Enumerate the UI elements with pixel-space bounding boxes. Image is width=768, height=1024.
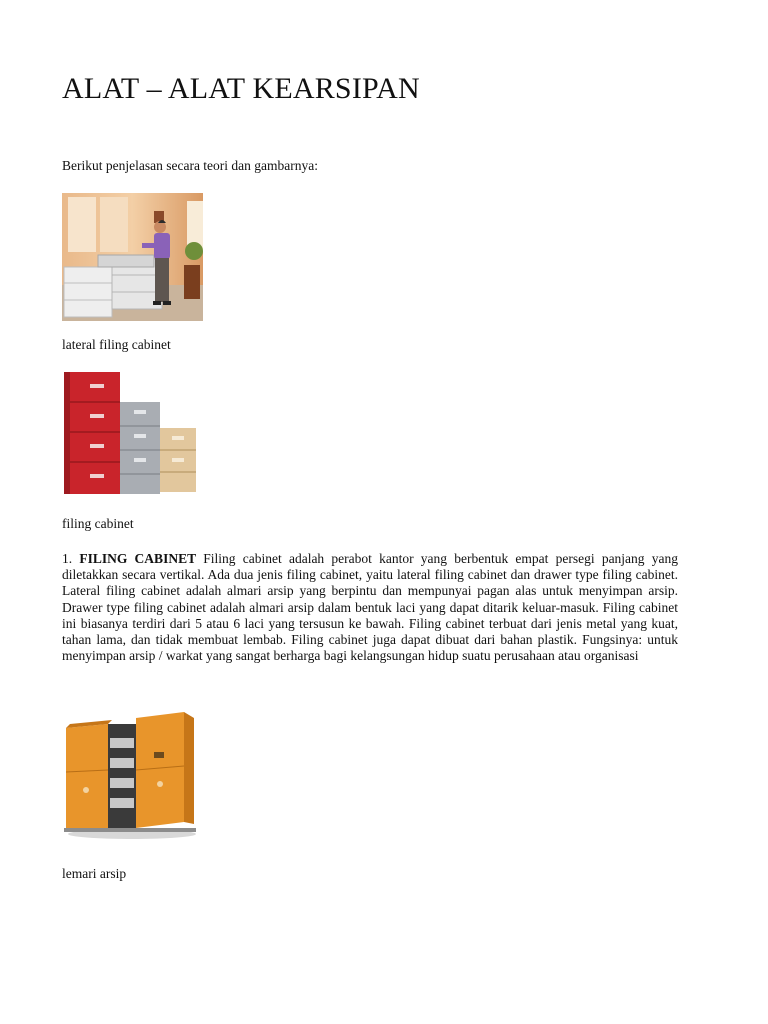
section-1-number: 1. [62, 551, 73, 566]
lateral-filing-cabinet-photo [62, 193, 203, 321]
caption-lemari-arsip: lemari arsip [62, 866, 127, 881]
filing-cabinet-photo [62, 370, 198, 498]
caption-filing-cabinet: filing cabinet [62, 516, 134, 531]
section-1-body: Filing cabinet adalah perabot kantor yang berbentuk empat persegi panjang yang diletakkan secara vertikal. Ada dua jenis filing cabinet, yaitu lateral filing cabinet dan drawer type filing cabinet. Lateral filing cabinet adalah almari arsip yang berpintu dan mempunyai pagan alas untuk menyimpan arsip. Drawer type filing cabinet adalah almari arsip dalam bentuk laci yang dapat ditarik keluar-masuk. Filing cabinet ini biasanya terdiri dari 5 atau 6 laci yang tersusun ke bawah. Filing cabinet terbuat dari jenis metal yang kuat, tahan lama, dan tidak membuat lembab. Filing cabinet juga dapat dibuat dari bahan plastik. Fungsinya: untuk menyimpan arsip / warkat yang sangat berharga bagi kelangsungan hidup suatu perusahaan atau organisasi [62, 551, 679, 664]
intro-text: Berikut penjelasan secara teori dan gambarnya: [62, 158, 319, 173]
caption-lateral-filing-cabinet: lateral filing cabinet [62, 337, 171, 352]
section-1-paragraph [62, 551, 678, 664]
lemari-arsip-photo [62, 710, 197, 840]
section-1-heading: FILING CABINET [79, 551, 197, 566]
page-title: ALAT – ALAT KEARSIPAN [62, 72, 420, 105]
